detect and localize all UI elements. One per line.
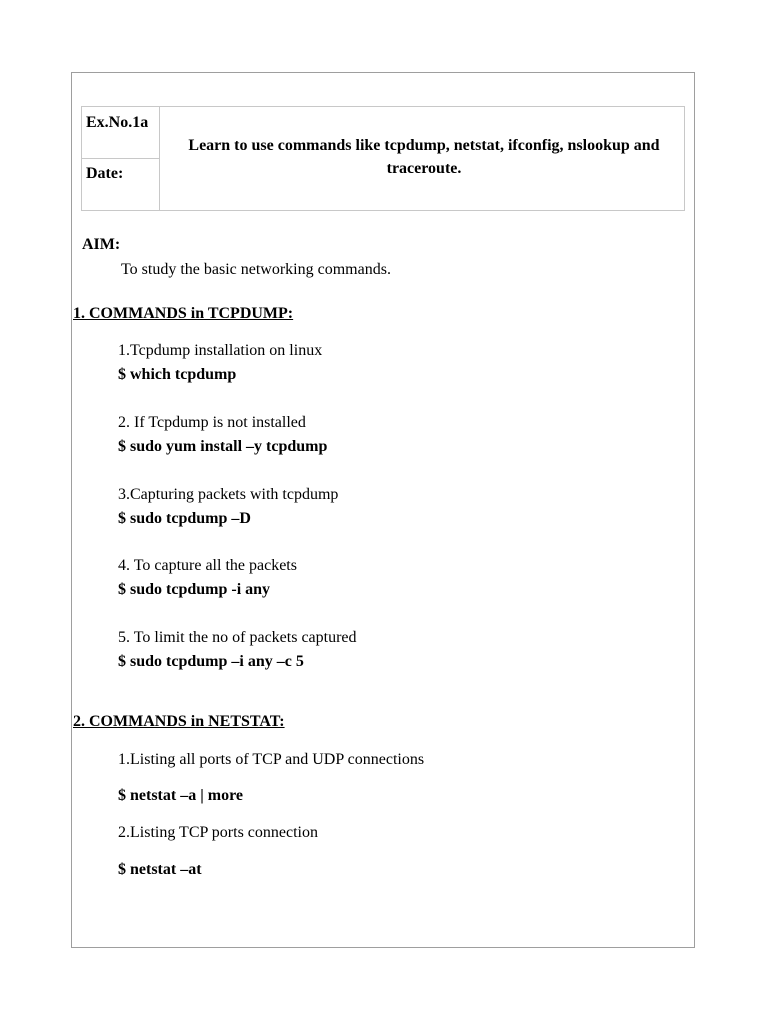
tcpdump-step-description: 2. If Tcpdump is not installed bbox=[118, 414, 306, 431]
tcpdump-step-description: 4. To capture all the packets bbox=[118, 557, 297, 574]
header-left-cell bbox=[82, 107, 160, 210]
tcpdump-command: $ sudo yum install –y tcpdump bbox=[118, 438, 328, 455]
exercise-number-label: Ex.No.1a bbox=[86, 114, 149, 131]
exercise-title: Learn to use commands like tcpdump, netstat, ifconfig, nslookup and traceroute. bbox=[188, 137, 660, 177]
tcpdump-step-description: 5. To limit the no of packets captured bbox=[118, 629, 357, 646]
header-divider bbox=[82, 158, 159, 159]
section-heading-tcpdump: 1. COMMANDS in TCPDUMP: bbox=[73, 305, 294, 322]
tcpdump-step-description: 1.Tcpdump installation on linux bbox=[118, 342, 323, 359]
date-label: Date: bbox=[86, 165, 124, 182]
netstat-step-description: 2.Listing TCP ports connection bbox=[118, 824, 318, 841]
section-heading-netstat: 2. COMMANDS in NETSTAT: bbox=[73, 713, 285, 730]
tcpdump-step-description: 3.Capturing packets with tcpdump bbox=[118, 486, 339, 503]
aim-text: To study the basic networking commands. bbox=[121, 261, 391, 278]
netstat-step-description: 1.Listing all ports of TCP and UDP connections bbox=[118, 751, 425, 768]
tcpdump-command: $ sudo tcpdump –D bbox=[118, 510, 251, 527]
header-table bbox=[81, 106, 685, 211]
netstat-command: $ netstat –a | more bbox=[118, 787, 243, 804]
tcpdump-command: $ sudo tcpdump -i any bbox=[118, 581, 271, 598]
tcpdump-command: $ which tcpdump bbox=[118, 366, 237, 383]
aim-heading: AIM: bbox=[82, 236, 121, 253]
netstat-command: $ netstat –at bbox=[118, 861, 202, 878]
tcpdump-command: $ sudo tcpdump –i any –c 5 bbox=[118, 653, 304, 670]
